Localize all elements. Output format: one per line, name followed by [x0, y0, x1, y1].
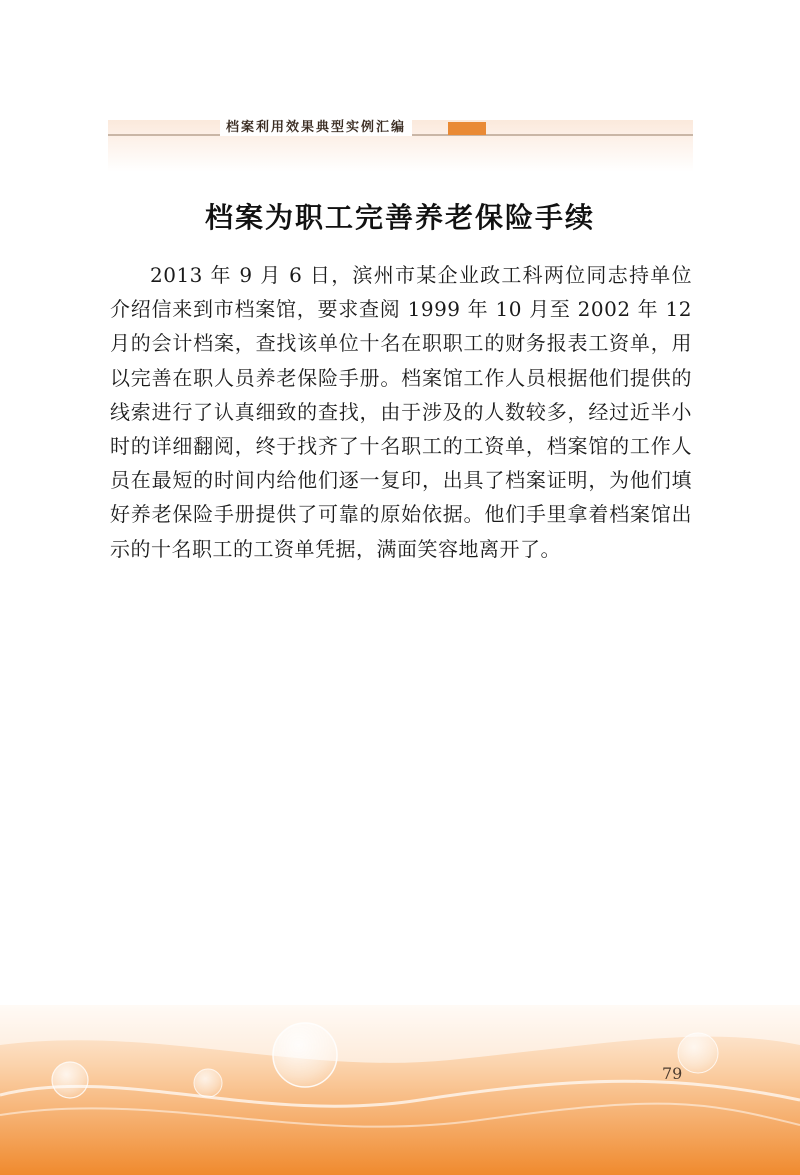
- page-number: 79: [662, 1064, 683, 1083]
- article-title: 档案为职工完善养老保险手续: [204, 201, 595, 234]
- article-paragraph: 2013 年 9 月 6 日，滨州市某企业政工科两位同志持单位介绍信来到市档案馆，要求查阅 1999 年 10 月至 2002 年 12 月的会计档案，查找该单位十名在职职工的财务报表工资单，用以完善在职人员养老保险手册。档案馆工作人员根据他们提供的线索进行了认真细致的查找，由于涉及的人数较多，经过近半小时的详细翻阅，终于找齐了十名职工的工资单，档案馆的工作人员在最短的时间内给他们逐一复印，出具了档案证明，为他们填好养老保险手册提供了可靠的原始依据。他们手里拿着档案馆出示的十名职工的工资单凭据，满面笑容地离开了。: [110, 263, 692, 561]
- running-title: 档案利用效果典型实例汇编: [220, 120, 412, 136]
- running-header: [108, 120, 693, 172]
- header-accent-tab: [448, 122, 486, 135]
- footer-wave-graphic: [0, 1005, 800, 1175]
- footer-decoration: [0, 1005, 800, 1175]
